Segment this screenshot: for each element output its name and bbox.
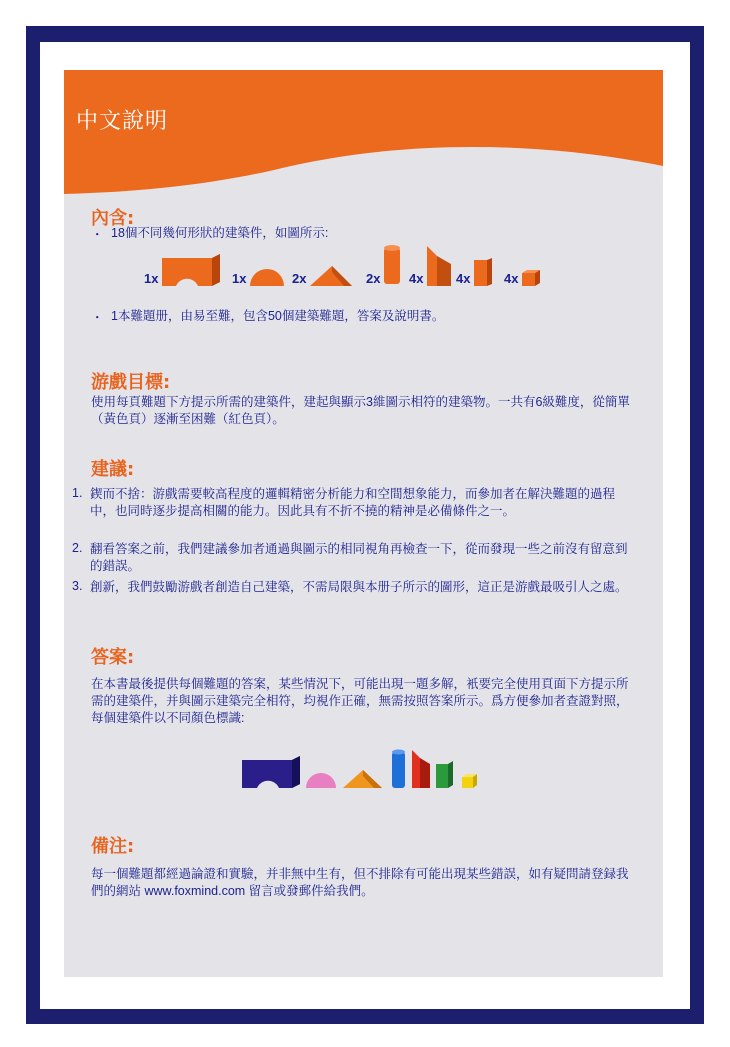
notes-title: 備注: (91, 836, 135, 857)
piece-count: 4x (456, 271, 471, 286)
header-wave-banner (64, 70, 663, 200)
arch-block-icon (162, 254, 222, 286)
slanted-pillar-icon (427, 246, 451, 286)
page-title: 中文說明 (76, 109, 169, 134)
piece-count: 2x (366, 271, 381, 286)
triangle-prism-icon (310, 264, 352, 286)
piece-count: 4x (504, 271, 519, 286)
notes-text: 每一個難題都經過論證和實驗，并非無中生有，但不排除有可能出現某些錯誤，如有疑問請登録我們的網站 www.foxmind.com 留言或發郵件給我們。 (91, 867, 629, 898)
piece-slanted-pillar (409, 246, 451, 286)
tall-cylinder-icon (384, 244, 400, 286)
half-dome-icon (250, 266, 284, 286)
advice-title: 建議: (91, 459, 135, 480)
piece-count: 2x (292, 271, 307, 286)
answers-title: 答案: (91, 647, 135, 668)
piece-arch (144, 254, 222, 286)
goal-text: 使用每頁難題下方提示所需的建築件，建起與顯示3維圖示相符的建築物。一共有6級難度，從簡單（黃色頁）逐漸至困難（紅色頁）。 (91, 395, 630, 426)
advice-number: 3. (72, 579, 83, 593)
advice-number: 1. (72, 486, 83, 500)
contents-line-2: 1本難題册，由易至難，包含50個建築難題，答案及說明書。 (111, 309, 445, 323)
advice-number: 2. (72, 541, 83, 555)
short-pillar-icon (474, 258, 492, 286)
contents-line-1: 18個不同幾何形狀的建築件，如圖所示: (111, 226, 329, 240)
piece-triangle (292, 264, 352, 286)
bullet-marker: ・ (91, 228, 104, 242)
colored-pieces-icon (242, 746, 492, 790)
bullet-marker: ・ (91, 311, 104, 325)
advice-text: 鍥而不捨：游戲需要較高程度的邏輯精密分析能力和空間想象能力，而參加者在解決難題的過程中，也同時逐步提高相關的能力。因此具有不折不撓的精神是必備條件之一。 (90, 487, 616, 518)
instruction-sheet (64, 70, 663, 977)
piece-tall-cylinder (366, 244, 400, 286)
goal-title: 游戲目標: (91, 372, 171, 393)
piece-small-cube (504, 270, 540, 286)
piece-count: 1x (232, 271, 247, 286)
piece-count: 4x (409, 271, 424, 286)
piece-half-dome (232, 266, 284, 286)
answers-text: 在本書最後提供每個難題的答案，某些情況下，可能出現一題多解，衹要完全使用頁面下方提示所需的建築件，并與圖示建築完全相符，均視作正確，無需按照答案所示。爲方便參加者查證對照，每個建築件以不同顏色標識: (91, 677, 629, 725)
advice-text: 創新，我們鼓勵游戲者創造自己建築，不需局限與本册子所示的圖形，這正是游戲最吸引人之處。 (90, 580, 628, 594)
advice-text: 翻看答案之前，我們建議參加者通過與圖示的相同視角再檢查一下，從而發現一些之前沒有留意到的錯誤。 (90, 542, 628, 573)
piece-short-pillar (456, 258, 492, 286)
contents-title: 內含: (91, 208, 135, 229)
piece-count: 1x (144, 271, 159, 286)
colored-pieces-legend (242, 746, 492, 790)
pieces-inventory (144, 244, 564, 286)
small-cube-icon (522, 270, 540, 286)
